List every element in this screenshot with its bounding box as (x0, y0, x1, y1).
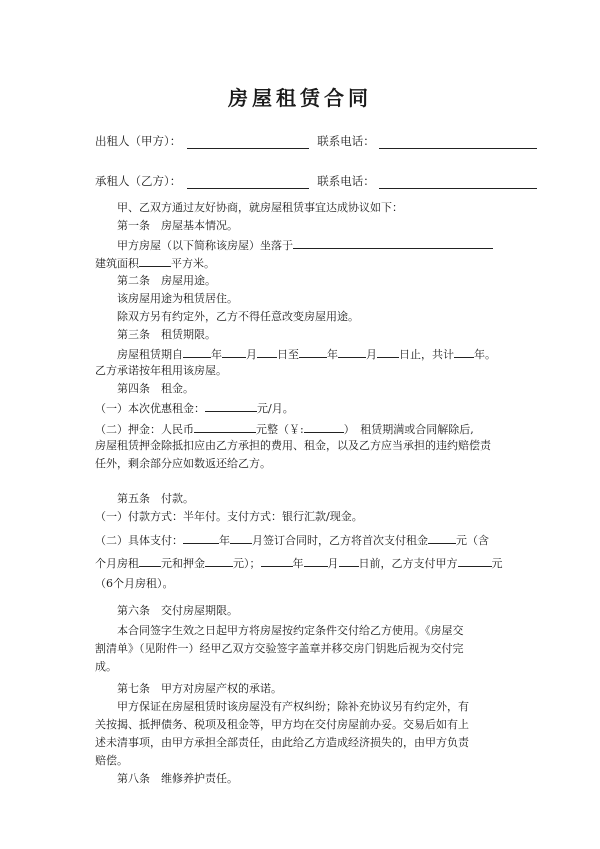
deposit-close: 元）； (233, 557, 261, 570)
sign-month-field[interactable] (230, 531, 252, 544)
end-day-field[interactable] (377, 345, 399, 358)
article-6-line-2: 割清单》（见附件一）经甲乙双方交验签字盖章并移交房门钥匙后视为交付完 (95, 642, 464, 655)
article-7-line-4: 赔偿。 (95, 754, 128, 767)
article-4-line-3: 任外，剩余部分应如数返还给乙方。 (95, 457, 271, 470)
article-4-rent (95, 399, 535, 416)
article-7-line-1: 甲方保证在房屋租赁时该房屋没有产权纠纷；除补充协议另有约定外，有 (117, 700, 469, 713)
months-rent-field[interactable] (139, 554, 161, 567)
deposit-label-2: 元和押金 (161, 557, 205, 570)
end-year-unit: 年 (327, 348, 338, 361)
lessor-phone-label: 联系电话： (317, 134, 375, 148)
next-month-field[interactable] (304, 554, 328, 567)
document-title: 房屋租赁合同 (228, 86, 372, 110)
next-year-unit: 年 (292, 557, 304, 570)
article-1-title: 第一条 房屋基本情况。 (117, 219, 238, 232)
lessor-label: 出租人（甲方）： (95, 134, 182, 148)
article-2-line-1: 该房屋用途为租赁居住。 (117, 292, 238, 305)
sign-year-unit: 年 (219, 534, 230, 547)
first-rent-field[interactable] (428, 531, 456, 544)
article-4-deposit (95, 420, 535, 437)
lessor-row (95, 133, 537, 149)
article-4-line-2: 房屋租赁押金除抵扣应由乙方承担的费用、租金，以及乙方应当承担的违约赔偿责 (95, 439, 491, 452)
next-month-unit: 月 (327, 557, 339, 570)
end-month-unit: 月 (366, 348, 377, 361)
payment-label: （二）具体支付： (95, 534, 183, 547)
article-3-title: 第三条 租赁期限。 (117, 328, 216, 341)
article-1-location (95, 236, 535, 253)
sign-year-field[interactable] (183, 531, 219, 544)
lessor-phone-field[interactable] (379, 135, 537, 149)
next-day-field[interactable] (339, 554, 359, 567)
end-year-field[interactable] (299, 345, 327, 358)
start-month-unit: 月 (246, 348, 257, 361)
article-3-period (95, 345, 535, 362)
period-to: 日至 (277, 348, 299, 361)
lessee-phone-label: 联系电话： (317, 174, 375, 188)
deposit-label: （二）押金：人民币 (95, 423, 194, 436)
payment-text: 月签订合同时，乙方将首次支付租金 (252, 534, 428, 547)
deposit-terms: ） 租赁期满或合同解除后, (343, 423, 474, 436)
start-day-field[interactable] (257, 345, 277, 358)
end-month-field[interactable] (338, 345, 366, 358)
article-6-line-3: 成。 (95, 660, 117, 673)
article-2-title: 第二条 房屋用途。 (117, 274, 216, 287)
article-6-title: 第六条 交付房屋期限。 (117, 604, 238, 617)
article-7-title: 第七条 甲方对房屋产权的承诺。 (117, 682, 282, 695)
deposit-yuan: 元整（￥: (256, 423, 304, 436)
rent-label: （一）本次优惠租金： (95, 402, 205, 415)
start-year-unit: 年 (211, 348, 222, 361)
next-payment-text: 日前，乙方支付甲方 (358, 557, 458, 570)
period-stop: 日止，共计 (399, 348, 454, 361)
total-years-field[interactable] (454, 345, 474, 358)
article-4-title: 第四条 租金。 (117, 382, 194, 395)
deposit-words-field[interactable] (194, 420, 256, 433)
start-month-field[interactable] (222, 345, 246, 358)
article-1-area (95, 254, 535, 271)
next-payment-field[interactable] (458, 554, 492, 567)
article-2-line-2: 除双方另有约定外，乙方不得任意改变房屋用途。 (117, 310, 359, 323)
deposit-amount-field[interactable] (205, 554, 233, 567)
location-label: 甲方房屋（以下简称该房屋）坐落于 (117, 239, 293, 252)
intro-text: 甲、乙双方通过友好协商，就房屋租赁事宜达成协议如下： (117, 201, 403, 214)
next-year-field[interactable] (261, 554, 293, 567)
next-payment-unit: 元 (491, 557, 503, 570)
article-5-title: 第五条 付款。 (117, 492, 194, 505)
article-5-payment-line-2 (95, 554, 535, 571)
article-6-line-1: 本合同签字生效之日起甲方将房屋按约定条件交付给乙方使用。《房屋交 (117, 624, 464, 637)
lessor-name-field[interactable] (187, 135, 309, 149)
start-year-field[interactable] (183, 345, 211, 358)
area-label: 建筑面积 (95, 257, 139, 270)
article-3-line-2: 乙方承诺按年租用该房屋。 (95, 364, 227, 377)
lessee-row (95, 173, 537, 189)
article-5-payment-line-3: （6个月房租）。 (95, 577, 174, 590)
rent-unit: 元/月。 (257, 402, 294, 415)
deposit-number-field[interactable] (304, 420, 344, 433)
rent-field[interactable] (205, 399, 257, 412)
location-field[interactable] (293, 236, 493, 249)
lessee-label: 承租人（乙方）： (95, 174, 182, 188)
article-8-title: 第八条 维修养护责任。 (117, 772, 238, 785)
area-field[interactable] (139, 254, 171, 267)
lessee-phone-field[interactable] (379, 175, 537, 189)
area-unit: 平方米。 (171, 257, 215, 270)
first-rent-unit: 元（含 (456, 534, 489, 547)
article-5-payment (95, 531, 535, 548)
article-7-line-2: 关按揭、抵押债务、税项及租金等，甲方均在交付房屋前办妥。交易后如有上 (95, 718, 469, 731)
months-rent-label: 个月房租 (95, 557, 139, 570)
period-label: 房屋租赁期自 (117, 348, 183, 361)
total-years-unit: 年。 (474, 348, 496, 361)
article-7-line-3: 述未清事项，由甲方承担全部责任，由此给乙方造成经济损失的，由甲方负责 (95, 736, 469, 749)
lessee-name-field[interactable] (187, 175, 309, 189)
article-5-method: （一）付款方式：半年付。支付方式：银行汇款/现金。 (95, 510, 363, 523)
